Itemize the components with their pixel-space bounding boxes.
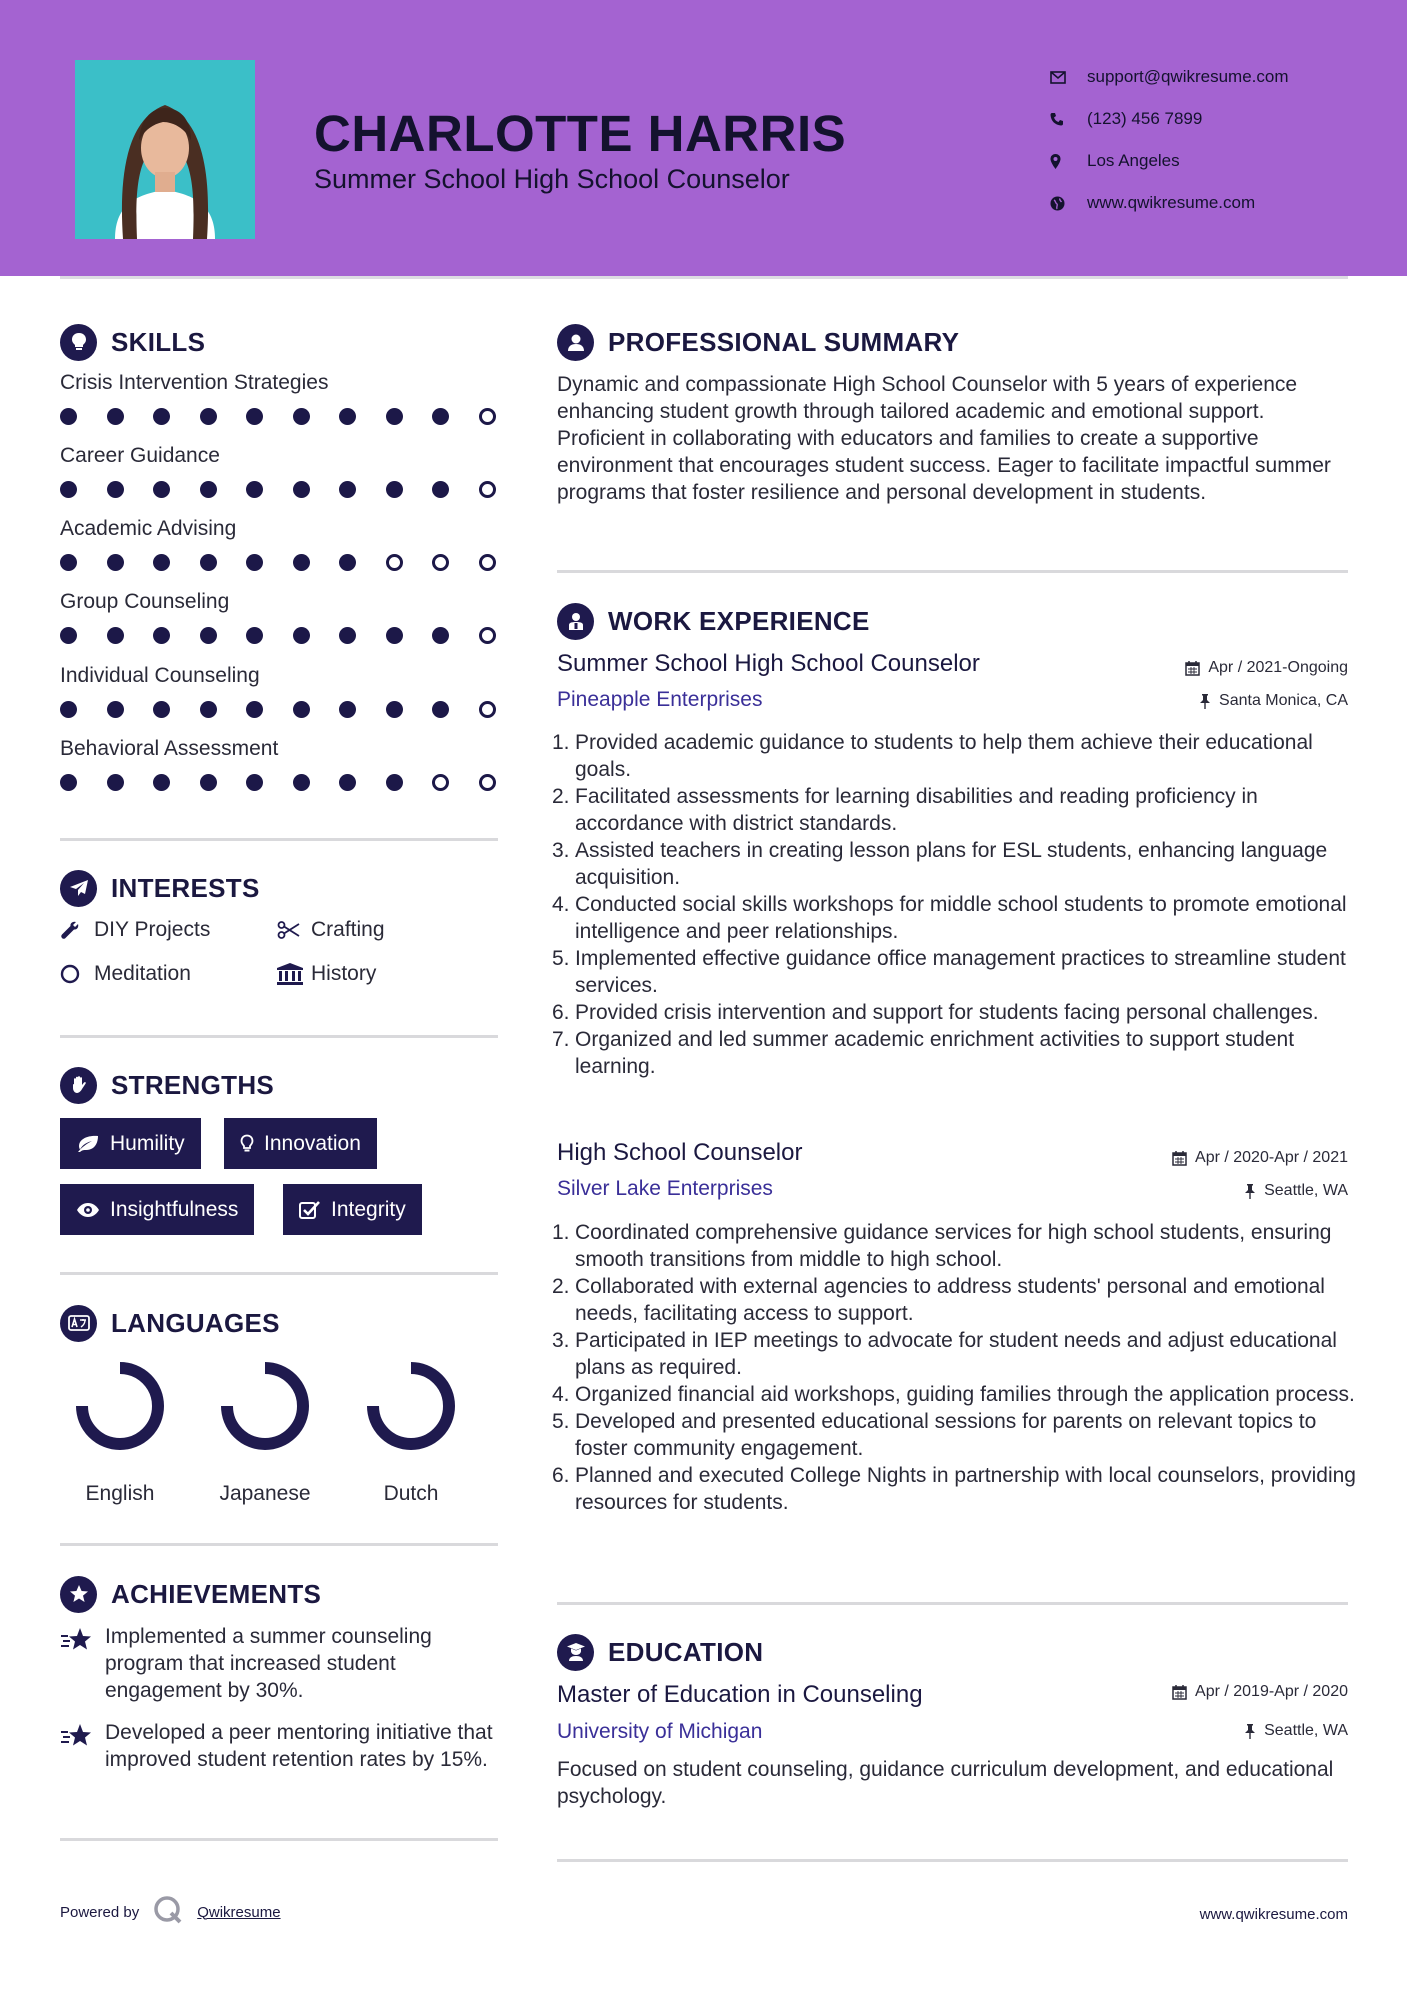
rating-dot-filled [60,701,77,718]
bank-icon [277,963,311,985]
rating-dot-filled [153,627,170,644]
section-divider [60,1838,498,1841]
achievement-text: Implemented a summer counseling program that increased student engagement by 30%. [105,1625,432,1702]
language-level-ring [74,1360,166,1452]
skill-rating [60,547,500,577]
skills-heading [60,323,205,361]
section-divider [60,1035,498,1038]
interest-label: Crafting [311,918,385,941]
star-badge-icon [60,1576,97,1613]
rating-dot-filled [432,481,449,498]
pushpin-icon [1244,1724,1256,1739]
pushpin-icon [1199,694,1211,709]
rating-dot-filled [153,408,170,425]
qwikresume-link[interactable]: Qwikresume [197,1903,281,1921]
strength-badge [60,1118,201,1169]
rating-dot-filled [107,774,124,791]
experience-title: WORK EXPERIENCE [608,605,870,636]
job-location-text: Seattle, WA [1264,1182,1348,1199]
hand-icon [60,1067,97,1104]
rating-dot-filled [107,554,124,571]
rating-dot-filled [246,774,263,791]
strength-badge [60,1184,254,1235]
job-bullet: 1. Coordinated comprehensive guidance services for high school students, ensuring smooth transitions from middle to high school. [552,1221,1332,1271]
calendar-icon [1185,661,1200,676]
language-level-arc [82,1368,158,1444]
rating-dot-filled [60,481,77,498]
language-level-arc [227,1368,303,1444]
job-bullet: 4. Organized financial aid workshops, guiding families through the application process. [552,1383,1355,1406]
strength-label: Innovation [264,1131,361,1155]
language-icon [60,1305,97,1342]
interests-title: INTERESTS [111,872,260,903]
rating-dot-filled [293,774,310,791]
skill-item [60,444,500,504]
section-divider [60,1543,498,1546]
contact-phone-text: (123) 456 7899 [1087,109,1203,128]
rating-dot-filled [432,627,449,644]
rating-dot-empty [386,554,403,571]
skill-name: Behavioral Assessment [60,737,279,760]
globe-icon [1050,196,1087,211]
skill-rating [60,694,500,724]
job-bullet: 5. Developed and presented educational sessions for parents on relevant topics to foster community engagement. [552,1410,1317,1460]
job-bullet: 6. Planned and executed College Nights in partnership with local counselors, providing resources for students. [552,1464,1356,1514]
rating-dot-filled [107,627,124,644]
rating-dot-filled [246,627,263,644]
job-dates [1172,1149,1348,1167]
summary-text: Dynamic and compassionate High School Counselor with 5 years of experience enhancing student growth through tailored academic and emotional support. Proficient in collaborating with educators and families to create a supportive environment that encourages student success. Eager to facilitate impactful summer programs that foster resilience and personal development in students. [557,373,1331,504]
summary-heading [557,323,959,361]
interests-heading [60,869,260,907]
interest-label: Meditation [94,962,191,985]
rating-dot-filled [246,701,263,718]
rating-dot-filled [107,481,124,498]
education-description: Focused on student counseling, guidance curriculum development, and educational psychology. [557,1758,1334,1808]
skill-item [60,590,500,650]
scissors-icon [277,921,311,939]
education-heading [557,1633,763,1671]
language-level-arc [373,1368,449,1444]
skill-name: Academic Advising [60,517,237,540]
section-divider [557,1859,1348,1862]
map-marker-icon [1050,154,1087,169]
strength-label: Humility [110,1131,185,1155]
rating-dot-filled [386,481,403,498]
interest-item [60,962,191,986]
strengths-title: STRENGTHS [111,1069,275,1100]
candidate-name: CHARLOTTE HARRIS [314,105,847,162]
rating-dot-filled [200,774,217,791]
skill-rating [60,620,500,650]
education-dates [1172,1683,1348,1701]
achievement-text: Developed a peer mentoring initiative that improved student retention rates by 15%. [105,1721,493,1771]
interest-item [277,918,385,942]
rating-dot-empty [479,554,496,571]
rating-dot-filled [293,408,310,425]
skill-name: Career Guidance [60,444,220,467]
rating-dot-filled [386,774,403,791]
skill-name: Group Counseling [60,590,230,613]
school-name: University of Michigan [557,1720,763,1743]
job-bullet: 3. Participated in IEP meetings to advocate for student needs and adjust educational plans as required. [552,1329,1337,1379]
rating-dot-filled [200,408,217,425]
skill-item [60,737,500,797]
rating-dot-filled [293,627,310,644]
job-title: Summer School High School Counselor [557,650,980,677]
lightbulb-icon [240,1134,254,1154]
rating-dot-filled [339,774,356,791]
skill-item [60,664,500,724]
job-bullet: 3. Assisted teachers in creating lesson plans for ESL students, enhancing language acquisition. [552,839,1328,889]
candidate-title: Summer School High School Counselor [314,164,790,194]
section-divider [60,1272,498,1275]
job-dates-text: Apr / 2021-Ongoing [1208,659,1348,676]
rating-dot-filled [386,627,403,644]
company-name: Pineapple Enterprises [557,688,763,711]
contact-location-text: Los Angeles [1087,151,1180,170]
contact-phone[interactable] [1050,98,1289,140]
job-title: High School Counselor [557,1139,803,1166]
rating-dot-filled [107,408,124,425]
skill-name: Crisis Intervention Strategies [60,371,329,394]
section-divider [557,1602,1348,1605]
language-item [205,1360,325,1506]
powered-by-text: Powered by [60,1903,140,1921]
footer-url[interactable]: www.qwikresume.com [1199,1906,1348,1923]
strength-label: Insightfulness [110,1197,239,1221]
rating-dot-filled [200,701,217,718]
job-bullets [552,729,1357,1080]
rating-dot-filled [60,408,77,425]
paper-plane-icon [60,870,97,907]
achievements-heading [60,1575,321,1613]
rating-dot-empty [479,627,496,644]
language-item [60,1360,180,1506]
job-location-text: Santa Monica, CA [1219,692,1348,709]
interest-item [60,918,210,942]
skill-item [60,371,500,431]
section-divider [557,570,1348,573]
circle-icon [60,964,94,984]
strengths-heading [60,1066,274,1104]
contact-email-text: support@qwikresume.com [1087,67,1289,86]
job-bullet: 7. Organized and led summer academic enrichment activities to support student learning. [552,1028,1295,1078]
job-dates [1185,659,1348,677]
job-bullet: 4. Conducted social skills workshops for middle school students to promote emotional intelligence and peer relationships. [552,893,1347,943]
rating-dot-filled [246,554,263,571]
job-bullet: 2. Collaborated with external agencies to address students' personal and emotional needs, facilitating access to support. [552,1275,1325,1325]
contact-website-text: www.qwikresume.com [1087,193,1256,212]
education-location-text: Seattle, WA [1264,1722,1348,1739]
rating-dot-filled [339,481,356,498]
company-name: Silver Lake Enterprises [557,1177,773,1200]
achievements-title: ACHIEVEMENTS [111,1578,322,1609]
rating-dot-filled [246,481,263,498]
pushpin-icon [1244,1184,1256,1199]
rating-dot-filled [432,408,449,425]
rating-dot-filled [153,701,170,718]
check-square-icon [299,1200,321,1220]
rating-dot-filled [153,774,170,791]
contact-email[interactable] [1050,56,1289,98]
language-item [351,1360,471,1506]
rating-dot-empty [479,701,496,718]
achievement-item [60,1719,500,1773]
education-location [1244,1722,1348,1740]
strength-badge [283,1184,422,1235]
job-bullets [552,1219,1357,1516]
job-dates-text: Apr / 2020-Apr / 2021 [1195,1149,1348,1166]
rating-dot-filled [339,554,356,571]
rating-dot-filled [339,701,356,718]
skill-name: Individual Counseling [60,664,260,687]
rating-dot-filled [200,554,217,571]
calendar-icon [1172,1685,1187,1700]
star-icon [60,1719,105,1773]
section-divider [60,838,498,841]
job-bullet: 5. Implemented effective guidance office management practices to streamline student services. [552,947,1346,997]
language-name: English [85,1482,155,1505]
footer-powered-by [60,1895,281,1929]
qwikresume-logo-icon [153,1895,183,1929]
language-name: Japanese [219,1482,311,1505]
rating-dot-filled [153,481,170,498]
rating-dot-filled [246,408,263,425]
rating-dot-filled [107,701,124,718]
leaf-icon [76,1135,100,1153]
interest-label: DIY Projects [94,918,211,941]
eye-icon [76,1202,100,1218]
degree-title: Master of Education in Counseling [557,1681,923,1708]
rating-dot-filled [386,408,403,425]
skills-title: SKILLS [111,326,206,357]
education-title: EDUCATION [608,1636,764,1667]
header-divider [60,276,1348,279]
language-level-ring [365,1360,457,1452]
job-location [1244,1182,1348,1200]
rating-dot-filled [432,701,449,718]
rating-dot-filled [339,408,356,425]
interest-label: History [311,962,377,985]
contact-website[interactable] [1050,182,1289,224]
user-icon [557,324,594,361]
strength-label: Integrity [331,1197,406,1221]
rating-dot-filled [200,627,217,644]
profile-photo [75,60,255,239]
languages-heading [60,1304,280,1342]
rating-dot-filled [60,774,77,791]
rating-dot-filled [386,701,403,718]
envelope-icon [1050,71,1087,84]
rating-dot-filled [293,554,310,571]
languages-title: LANGUAGES [111,1307,280,1338]
rating-dot-empty [432,554,449,571]
rating-dot-filled [60,554,77,571]
rating-dot-filled [339,627,356,644]
job-location [1199,692,1348,710]
briefcase-user-icon [557,603,594,640]
language-level-ring [219,1360,311,1452]
rating-dot-filled [293,481,310,498]
education-dates-text: Apr / 2019-Apr / 2020 [1195,1683,1348,1700]
contact-location [1050,140,1289,182]
summary-title: PROFESSIONAL SUMMARY [608,326,960,357]
rating-dot-empty [432,774,449,791]
experience-heading [557,602,870,640]
wrench-icon [60,920,94,940]
skill-rating [60,767,500,797]
rating-dot-empty [479,481,496,498]
contact-block [1050,56,1289,224]
job-bullet: 2. Facilitated assessments for learning disabilities and reading proficiency in accordance with district standards. [552,785,1258,835]
achievement-item [60,1623,500,1704]
rating-dot-empty [479,408,496,425]
rating-dot-filled [60,627,77,644]
phone-icon [1050,112,1087,126]
job-bullet: 1. Provided academic guidance to students to help them achieve their educational goals. [552,731,1313,781]
strength-badge [224,1118,377,1169]
rating-dot-empty [479,774,496,791]
skill-item [60,517,500,577]
rating-dot-filled [153,554,170,571]
rating-dot-filled [200,481,217,498]
interest-item [277,962,376,986]
graduate-icon [557,1634,594,1671]
star-icon [60,1623,105,1704]
skill-rating [60,401,500,431]
rating-dot-filled [293,701,310,718]
language-name: Dutch [383,1482,439,1505]
calendar-icon [1172,1151,1187,1166]
lightbulb-icon [60,324,97,361]
job-bullet: 6. Provided crisis intervention and support for students facing personal challenges. [552,1001,1319,1024]
skill-rating [60,474,500,504]
